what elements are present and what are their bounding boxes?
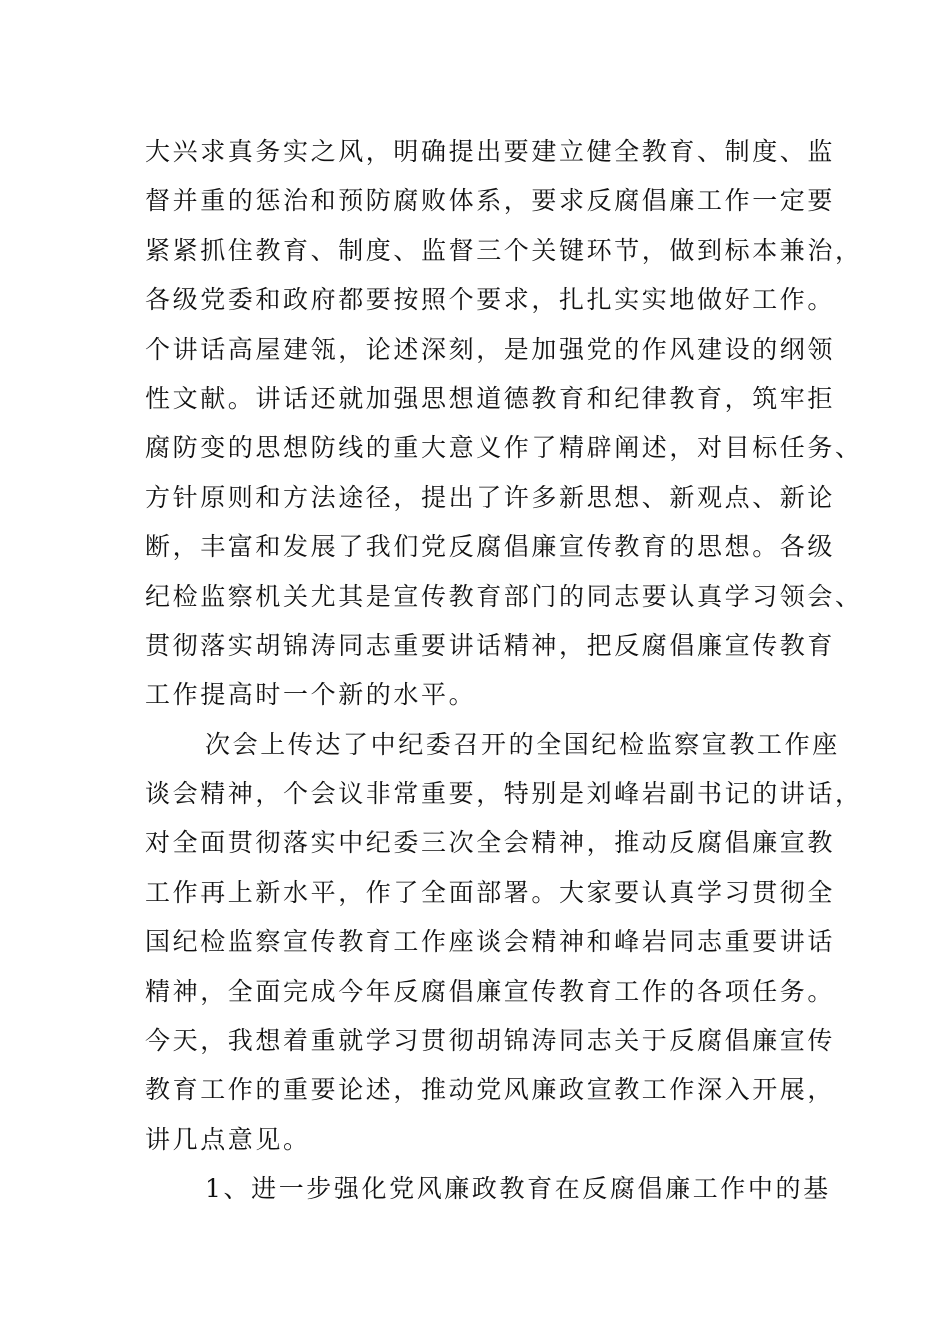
text-line: 方针原则和方法途径，提出了许多新思想、新观点、新论: [145, 482, 836, 512]
text-line: 断，丰富和发展了我们党反腐倡廉宣传教育的思想。各级: [145, 532, 836, 562]
text-line: 督并重的惩治和预防腐败体系，要求反腐倡廉工作一定要: [145, 186, 836, 216]
text-line: 精神，全面完成今年反腐倡廉宣传教育工作的各项任务。: [145, 976, 836, 1006]
text-line: 国纪检监察宣传教育工作座谈会精神和峰岩同志重要讲话: [145, 927, 836, 957]
text-line: 谈会精神，个会议非常重要，特别是刘峰岩副书记的讲话，: [145, 779, 863, 809]
text-line: 纪检监察机关尤其是宣传教育部门的同志要认真学习领会、: [145, 581, 863, 611]
text-line: 紧紧抓住教育、制度、监督三个关键环节，做到标本兼治，: [145, 235, 863, 265]
text-line: 个讲话高屋建瓴，论述深刻，是加强党的作风建设的纲领: [145, 334, 836, 364]
text-line: 1、进一步强化党风廉政教育在反腐倡廉工作中的基: [205, 1174, 831, 1204]
text-line: 工作提高时一个新的水平。: [145, 680, 477, 710]
text-line: 次会上传达了中纪委召开的全国纪检监察宣教工作座: [205, 729, 840, 759]
text-line: 工作再上新水平，作了全面部署。大家要认真学习贯彻全: [145, 877, 836, 907]
document-body: [145, 127, 863, 1214]
text-line: 腐防变的思想防线的重大意义作了精辟阐述，对目标任务、: [145, 433, 863, 463]
text-line: 大兴求真务实之风，明确提出要建立健全教育、制度、监: [145, 137, 836, 166]
text-line: 今天，我想着重就学习贯彻胡锦涛同志关于反腐倡廉宣传: [145, 1026, 836, 1056]
text-line: 性文献。讲话还就加强思想道德教育和纪律教育，筑牢拒: [145, 383, 836, 413]
text-line: 贯彻落实胡锦涛同志重要讲话精神，把反腐倡廉宣传教育: [145, 630, 836, 660]
text-line: 对全面贯彻落实中纪委三次全会精神，推动反腐倡廉宣教: [145, 828, 836, 858]
text-line: 讲几点意见。: [145, 1124, 311, 1154]
text-line: 教育工作的重要论述，推动党风廉政宣教工作深入开展，: [145, 1075, 836, 1105]
text-line: 各级党委和政府都要按照个要求，扎扎实实地做好工作。: [145, 285, 836, 315]
